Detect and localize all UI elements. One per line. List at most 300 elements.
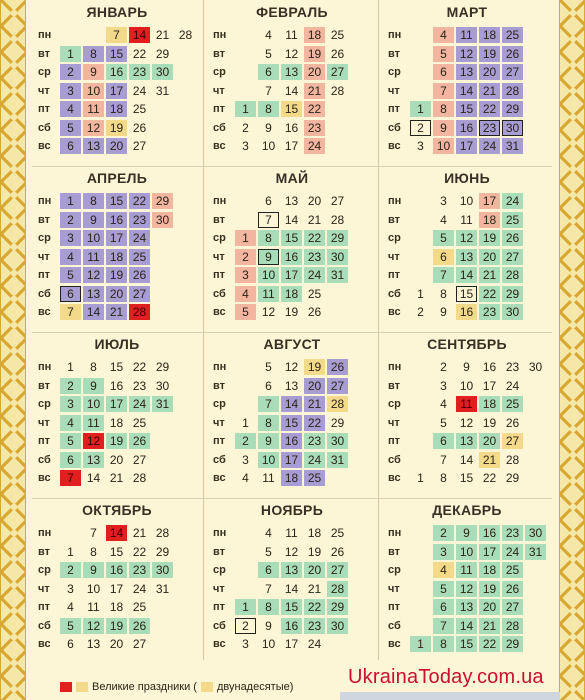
- day-cell: 9: [83, 64, 104, 80]
- day-cell: 29: [155, 360, 170, 374]
- day-cell: 29: [155, 46, 170, 61]
- day-cell: 4: [440, 212, 447, 227]
- day-cell: 14: [284, 83, 299, 98]
- day-cell: 6: [433, 433, 454, 449]
- weekday-label: ср: [213, 564, 226, 576]
- day-cell: 10: [86, 581, 101, 596]
- empty-cell: [235, 359, 256, 375]
- day-cell: 14: [459, 452, 474, 467]
- ornament-border-right: [559, 0, 585, 700]
- day-cell: 15: [281, 101, 302, 117]
- weekday-label: пн: [388, 195, 402, 207]
- weekday-label: пн: [213, 361, 227, 373]
- day-cell: 26: [502, 230, 523, 246]
- day-cell: 3: [242, 637, 249, 651]
- day-cell: 22: [304, 415, 325, 431]
- empty-cell: [175, 452, 196, 468]
- day-cell: 30: [155, 378, 170, 393]
- day-cell: 7: [90, 526, 97, 540]
- empty-cell: [525, 470, 546, 486]
- day-cell: 29: [155, 544, 170, 559]
- empty-cell: [175, 618, 196, 634]
- month-title: МАРТ: [446, 4, 488, 20]
- empty-cell: [350, 618, 371, 634]
- day-cell: 25: [330, 28, 345, 42]
- legend-red-swatch: [60, 682, 72, 692]
- empty-cell: [175, 267, 196, 283]
- day-cell: 16: [482, 360, 497, 374]
- day-cell: 13: [456, 64, 477, 80]
- day-cell: 15: [106, 193, 127, 209]
- month-days-grid: [382, 524, 552, 654]
- day-cell: 23: [132, 378, 147, 393]
- empty-cell: [152, 286, 173, 302]
- weekday-label: вт: [213, 47, 226, 60]
- day-cell: 24: [132, 581, 147, 596]
- day-cell: 13: [83, 286, 104, 302]
- empty-cell: [175, 433, 196, 449]
- weekday-label: пн: [213, 195, 227, 207]
- weekday-label: пн: [38, 29, 52, 41]
- day-cell: 10: [456, 544, 477, 560]
- empty-cell: [525, 83, 546, 99]
- weekday-label: пт: [38, 601, 51, 613]
- day-cell: 16: [106, 212, 127, 228]
- month-days-grid: [32, 192, 202, 322]
- day-cell: 12: [459, 415, 474, 430]
- day-cell: 1: [235, 599, 256, 615]
- day-cell: 17: [479, 544, 500, 560]
- empty-cell: [525, 27, 546, 43]
- empty-cell: [525, 599, 546, 615]
- day-cell: 31: [502, 138, 523, 154]
- day-cell: 6: [433, 249, 454, 265]
- day-cell: 11: [285, 28, 298, 42]
- day-cell: 22: [304, 230, 325, 246]
- day-cell: 4: [265, 28, 272, 42]
- day-cell: 14: [456, 267, 477, 283]
- day-cell: 24: [304, 267, 325, 283]
- empty-cell: [152, 230, 173, 246]
- empty-cell: [410, 544, 431, 560]
- day-cell: 6: [265, 378, 272, 393]
- weekday-label: вт: [213, 213, 226, 226]
- empty-cell: [525, 452, 546, 468]
- empty-cell: [350, 46, 371, 62]
- month-days-grid: [382, 26, 552, 156]
- day-cell: 23: [129, 212, 150, 228]
- month-title: СЕНТЯБРЬ: [427, 336, 507, 352]
- day-cell: 3: [60, 396, 81, 412]
- empty-cell: [327, 138, 348, 154]
- month-block: [207, 332, 377, 498]
- day-cell: 5: [60, 267, 81, 283]
- day-cell: 29: [152, 193, 173, 209]
- weekday-label: сб: [388, 121, 401, 134]
- day-cell: 22: [132, 544, 147, 559]
- day-cell: 25: [502, 562, 523, 578]
- day-cell: 24: [304, 452, 325, 468]
- empty-cell: [235, 83, 256, 99]
- day-cell: 11: [285, 526, 298, 540]
- day-cell: 24: [132, 83, 147, 98]
- empty-cell: [350, 562, 371, 578]
- site-watermark[interactable]: UkrainaToday.com.ua: [348, 666, 544, 688]
- empty-cell: [410, 249, 431, 265]
- weekday-label: сб: [388, 453, 401, 466]
- day-cell: 17: [109, 581, 124, 596]
- month-days-grid: [207, 26, 377, 156]
- weekday-label: сб: [38, 287, 51, 300]
- day-cell: 19: [304, 359, 325, 375]
- empty-cell: [152, 415, 173, 431]
- empty-cell: [152, 433, 173, 449]
- empty-cell: [350, 433, 371, 449]
- day-cell: 6: [258, 64, 279, 80]
- day-cell: 13: [456, 599, 477, 615]
- weekday-label: пн: [388, 361, 402, 373]
- day-cell: 27: [132, 139, 147, 153]
- day-cell: 9: [433, 120, 454, 136]
- month-block: [382, 498, 552, 664]
- day-cell: 3: [433, 544, 454, 560]
- empty-cell: [525, 396, 546, 412]
- day-cell: 11: [262, 471, 275, 485]
- day-cell: 20: [479, 249, 500, 265]
- day-cell: 2: [60, 378, 81, 394]
- empty-cell: [350, 101, 371, 117]
- month-days-grid: [32, 26, 202, 156]
- day-cell: 5: [440, 415, 447, 430]
- day-cell: 12: [83, 618, 104, 634]
- day-cell: 2: [235, 618, 256, 634]
- day-cell: 28: [330, 83, 345, 98]
- day-cell: 15: [109, 544, 124, 559]
- month-block: [32, 498, 202, 664]
- empty-cell: [350, 581, 371, 597]
- weekday-label: сб: [213, 287, 226, 300]
- day-cell: 22: [479, 286, 500, 302]
- watermark-bar: [340, 692, 560, 700]
- weekday-label: пт: [213, 435, 226, 447]
- day-cell: 30: [528, 360, 543, 374]
- empty-cell: [175, 415, 196, 431]
- day-cell: 30: [152, 212, 173, 228]
- day-cell: 30: [327, 249, 348, 265]
- day-cell: 22: [479, 101, 500, 117]
- day-cell: 23: [479, 120, 500, 136]
- day-cell: 16: [281, 618, 302, 634]
- empty-cell: [235, 525, 256, 541]
- day-cell: 10: [261, 139, 276, 153]
- weekday-label: чт: [388, 84, 400, 97]
- day-cell: 23: [129, 64, 150, 80]
- day-cell: 15: [109, 360, 124, 374]
- day-cell: 30: [152, 562, 173, 578]
- day-cell: 8: [433, 636, 454, 652]
- day-cell: 9: [463, 360, 470, 374]
- day-cell: 25: [502, 212, 523, 228]
- day-cell: 27: [502, 64, 523, 80]
- empty-cell: [327, 286, 348, 302]
- day-cell: 8: [258, 415, 279, 431]
- month-title: ИЮЛЬ: [94, 336, 140, 352]
- day-cell: 2: [60, 212, 81, 228]
- day-cell: 19: [106, 618, 127, 634]
- month-block: [32, 332, 202, 498]
- day-cell: 15: [456, 101, 477, 117]
- weekday-label: чт: [38, 250, 50, 263]
- day-cell: 16: [281, 249, 302, 265]
- day-cell: 7: [433, 267, 454, 283]
- weekday-label: чт: [213, 250, 225, 263]
- empty-cell: [175, 83, 196, 99]
- day-cell: 22: [479, 636, 500, 652]
- day-cell: 20: [479, 433, 500, 449]
- day-cell: 14: [83, 304, 104, 320]
- empty-cell: [350, 359, 371, 375]
- day-cell: 2: [235, 433, 256, 449]
- day-cell: 3: [440, 194, 447, 208]
- empty-cell: [525, 46, 546, 62]
- legend-great-label: Великие праздники (: [92, 681, 197, 693]
- day-cell: 19: [482, 415, 497, 430]
- empty-cell: [525, 636, 546, 652]
- day-cell: 26: [129, 433, 150, 449]
- day-cell: 1: [410, 101, 431, 117]
- day-cell: 8: [258, 599, 279, 615]
- month-block: [207, 166, 377, 332]
- day-cell: 25: [132, 415, 147, 430]
- day-cell: 13: [281, 64, 302, 80]
- empty-cell: [175, 64, 196, 80]
- day-cell: 22: [132, 46, 147, 61]
- day-cell: 18: [479, 27, 500, 43]
- day-cell: 27: [132, 637, 147, 651]
- day-cell: 14: [284, 581, 299, 596]
- day-cell: 23: [304, 433, 325, 449]
- empty-cell: [525, 212, 546, 228]
- day-cell: 5: [433, 581, 454, 597]
- day-cell: 7: [440, 452, 447, 467]
- month-days-grid: [207, 524, 377, 654]
- month-title: ИЮНЬ: [444, 170, 490, 186]
- day-cell: 2: [440, 360, 447, 374]
- empty-cell: [410, 562, 431, 578]
- day-cell: 16: [456, 304, 477, 320]
- empty-cell: [175, 562, 196, 578]
- empty-cell: [235, 396, 256, 412]
- weekday-label: чт: [38, 416, 50, 429]
- day-cell: 24: [502, 544, 523, 560]
- day-cell: 1: [417, 286, 424, 301]
- day-cell: 11: [83, 249, 104, 265]
- day-cell: 13: [284, 378, 299, 393]
- day-cell: 22: [304, 599, 325, 615]
- empty-cell: [175, 249, 196, 265]
- day-cell: 21: [132, 526, 147, 540]
- day-cell: 21: [479, 452, 500, 468]
- month-block: [32, 0, 202, 166]
- day-cell: 25: [502, 27, 523, 43]
- weekday-label: ср: [213, 66, 226, 78]
- day-cell: 7: [433, 618, 454, 634]
- day-cell: 23: [304, 249, 325, 265]
- empty-cell: [525, 230, 546, 246]
- weekday-label: пт: [213, 601, 226, 613]
- weekday-label: сб: [213, 453, 226, 466]
- day-cell: 21: [479, 267, 500, 283]
- empty-cell: [525, 378, 546, 394]
- day-cell: 28: [505, 452, 520, 467]
- day-cell: 18: [479, 212, 500, 228]
- day-cell: 14: [284, 212, 299, 227]
- month-block: [382, 0, 552, 166]
- day-cell: 20: [304, 378, 325, 394]
- day-cell: 5: [265, 360, 272, 374]
- day-cell: 16: [281, 433, 302, 449]
- weekday-label: пт: [388, 103, 401, 115]
- day-cell: 4: [433, 27, 454, 43]
- day-cell: 13: [456, 249, 477, 265]
- empty-cell: [175, 120, 196, 136]
- day-cell: 28: [327, 581, 348, 597]
- month-block: [382, 332, 552, 498]
- empty-cell: [410, 46, 431, 62]
- month-days-grid: [382, 192, 552, 322]
- day-cell: 9: [440, 305, 447, 319]
- month-days-grid: [207, 358, 377, 488]
- weekday-label: ср: [388, 232, 401, 244]
- day-cell: 25: [132, 600, 147, 614]
- empty-cell: [83, 27, 104, 43]
- month-title: АВГУСТ: [263, 336, 321, 352]
- empty-cell: [410, 359, 431, 375]
- empty-cell: [327, 470, 348, 486]
- day-cell: 8: [90, 360, 97, 374]
- day-cell: 7: [60, 470, 81, 486]
- day-cell: 17: [284, 139, 299, 153]
- empty-cell: [350, 230, 371, 246]
- day-cell: 1: [60, 46, 81, 62]
- day-cell: 18: [479, 396, 500, 412]
- empty-cell: [350, 599, 371, 615]
- day-cell: 9: [265, 618, 272, 633]
- day-cell: 5: [265, 544, 272, 559]
- day-cell: 27: [502, 599, 523, 615]
- day-cell: 13: [83, 452, 104, 468]
- empty-cell: [410, 64, 431, 80]
- day-cell: 24: [129, 230, 150, 246]
- day-cell: 21: [155, 28, 170, 42]
- day-cell: 20: [304, 562, 325, 578]
- day-cell: 19: [304, 46, 325, 62]
- weekday-label: вт: [38, 213, 51, 226]
- calendar-grid: [32, 0, 552, 664]
- day-cell: 30: [327, 618, 348, 634]
- day-cell: 7: [433, 83, 454, 99]
- weekday-label: чт: [388, 250, 400, 263]
- weekday-label: пт: [213, 103, 226, 115]
- day-cell: 30: [152, 64, 173, 80]
- day-cell: 30: [327, 433, 348, 449]
- weekday-label: вт: [388, 545, 401, 558]
- day-cell: 31: [327, 267, 348, 283]
- day-cell: 17: [456, 138, 477, 154]
- day-cell: 20: [479, 599, 500, 615]
- day-cell: 26: [307, 305, 322, 319]
- day-cell: 12: [83, 120, 104, 136]
- day-cell: 19: [284, 305, 299, 319]
- day-cell: 15: [281, 599, 302, 615]
- day-cell: 27: [502, 249, 523, 265]
- weekday-label: вс: [213, 638, 226, 650]
- day-cell: 29: [502, 636, 523, 652]
- day-cell: 2: [235, 249, 256, 265]
- day-cell: 10: [261, 637, 276, 651]
- month-title: ЯНВАРЬ: [86, 4, 148, 20]
- day-cell: 9: [265, 120, 272, 135]
- day-cell: 14: [281, 396, 302, 412]
- weekday-label: вт: [388, 213, 401, 226]
- day-cell: 2: [410, 120, 431, 136]
- day-cell: 25: [132, 102, 147, 116]
- day-cell: 27: [129, 286, 150, 302]
- weekday-label: чт: [388, 582, 400, 595]
- day-cell: 8: [258, 230, 279, 246]
- day-cell: 19: [106, 267, 127, 283]
- month-days-grid: [32, 524, 202, 654]
- day-cell: 11: [83, 101, 104, 117]
- day-cell: 22: [132, 360, 147, 374]
- day-cell: 21: [304, 396, 325, 412]
- day-cell: 20: [304, 64, 325, 80]
- day-cell: 11: [456, 27, 477, 43]
- day-cell: 1: [242, 415, 249, 430]
- weekday-label: сб: [213, 121, 226, 134]
- weekday-label: пн: [213, 527, 227, 539]
- day-cell: 18: [307, 526, 322, 540]
- day-cell: 31: [155, 581, 170, 596]
- empty-cell: [175, 138, 196, 154]
- weekday-label: ср: [38, 398, 51, 410]
- empty-cell: [152, 138, 173, 154]
- day-cell: 8: [90, 544, 97, 559]
- day-cell: 10: [433, 138, 454, 154]
- day-cell: 1: [235, 230, 256, 246]
- empty-cell: [152, 636, 173, 652]
- weekday-label: пн: [38, 195, 52, 207]
- day-cell: 24: [129, 396, 150, 412]
- day-cell: 21: [304, 83, 325, 99]
- day-cell: 19: [106, 120, 127, 136]
- empty-cell: [152, 452, 173, 468]
- weekday-label: чт: [213, 582, 225, 595]
- day-cell: 12: [456, 230, 477, 246]
- weekday-label: вс: [38, 638, 51, 650]
- day-cell: 17: [479, 193, 500, 209]
- empty-cell: [525, 120, 546, 136]
- day-cell: 2: [60, 562, 81, 578]
- empty-cell: [525, 64, 546, 80]
- empty-cell: [235, 27, 256, 43]
- day-cell: 18: [479, 562, 500, 578]
- empty-cell: [525, 138, 546, 154]
- day-cell: 16: [109, 378, 124, 393]
- day-cell: 25: [502, 396, 523, 412]
- day-cell: 13: [284, 194, 299, 208]
- day-cell: 8: [83, 46, 104, 62]
